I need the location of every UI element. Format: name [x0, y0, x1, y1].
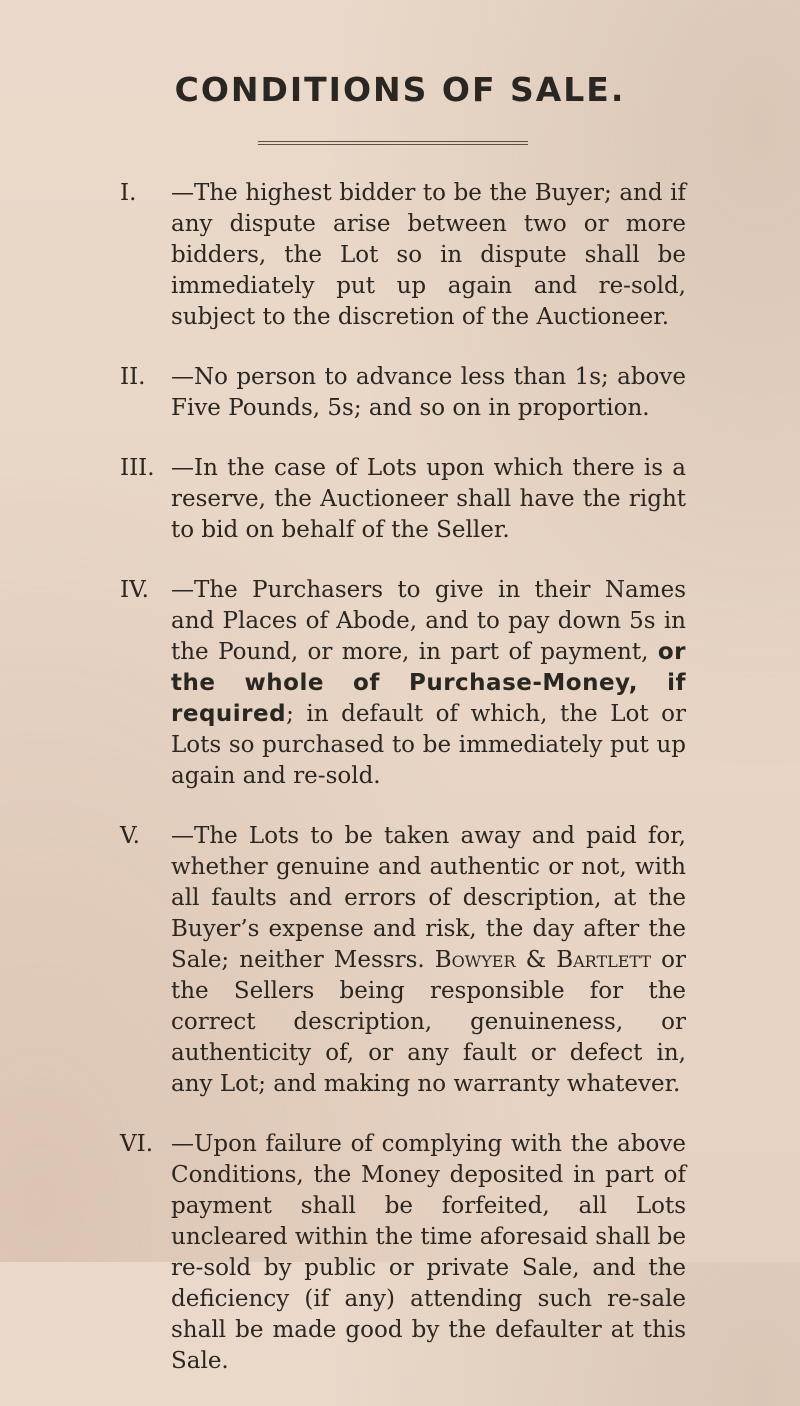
condition-emphasis: or the whole of Purchase-Money, if required	[171, 639, 686, 727]
condition-5	[120, 821, 686, 1100]
condition-text: —Upon failure of complying with the above Conditions, the Money deposited in part of payment shall be forfeited, all Lots uncleared within the time aforesaid shall be re-sold by public or private Sale, and the deficiency (if any) attending such re-sale shall be made good by the defaulter at this Sale.	[171, 1131, 686, 1374]
condition-text-mid: &	[515, 947, 557, 973]
condition-text-end: ; in default of which, the Lot or Lots so purchased to be immediately put up again and re-sold.	[171, 701, 686, 789]
condition-text: —The Purchasers to give in their Names and Places of Abode, and to pay down 5s in the Pound, or more, in part of payment,	[171, 577, 686, 665]
condition-numeral: V.	[120, 823, 140, 849]
condition-text: —In the case of Lots upon which there is a reserve, the Auctioneer shall have the right to bid on behalf of the Seller.	[171, 455, 686, 543]
page-title: CONDITIONS OF SALE.	[174, 70, 626, 109]
condition-text-end: or the Sellers being responsible for the correct description, genuineness, or authenticity of, or any fault or defect in, any Lot; and making no warranty whatever.	[171, 947, 686, 1097]
condition-text: —The Lots to be taken away and paid for, whether genuine and authentic or not, with all faults and errors of description, at the Buyer’s expense and risk, the day after the Sale; neither Messrs.	[171, 823, 686, 973]
condition-numeral: I.	[120, 180, 137, 206]
condition-6	[120, 1129, 686, 1377]
condition-numeral: III.	[120, 455, 155, 481]
condition-2	[120, 362, 686, 424]
condition-numeral: VI.	[120, 1131, 154, 1157]
condition-3	[120, 453, 686, 546]
title-divider	[258, 141, 528, 145]
condition-numeral: IV.	[120, 577, 149, 603]
condition-text: —No person to advance less than 1s; above Five Pounds, 5s; and so on in proportion.	[171, 364, 686, 421]
conditions-list	[120, 178, 686, 1406]
condition-4	[120, 575, 686, 792]
auctioneer-name-1: Bowyer	[434, 947, 516, 973]
auctioneer-name-2: Bartlett	[556, 947, 652, 973]
condition-numeral: II.	[120, 364, 146, 390]
condition-1	[120, 178, 686, 333]
condition-text: —The highest bidder to be the Buyer; and if any dispute arise between two or more bidders, the Lot so in dispute shall be immediately put up again and re-sold, subject to the discretion of the Auctioneer.	[171, 180, 686, 330]
